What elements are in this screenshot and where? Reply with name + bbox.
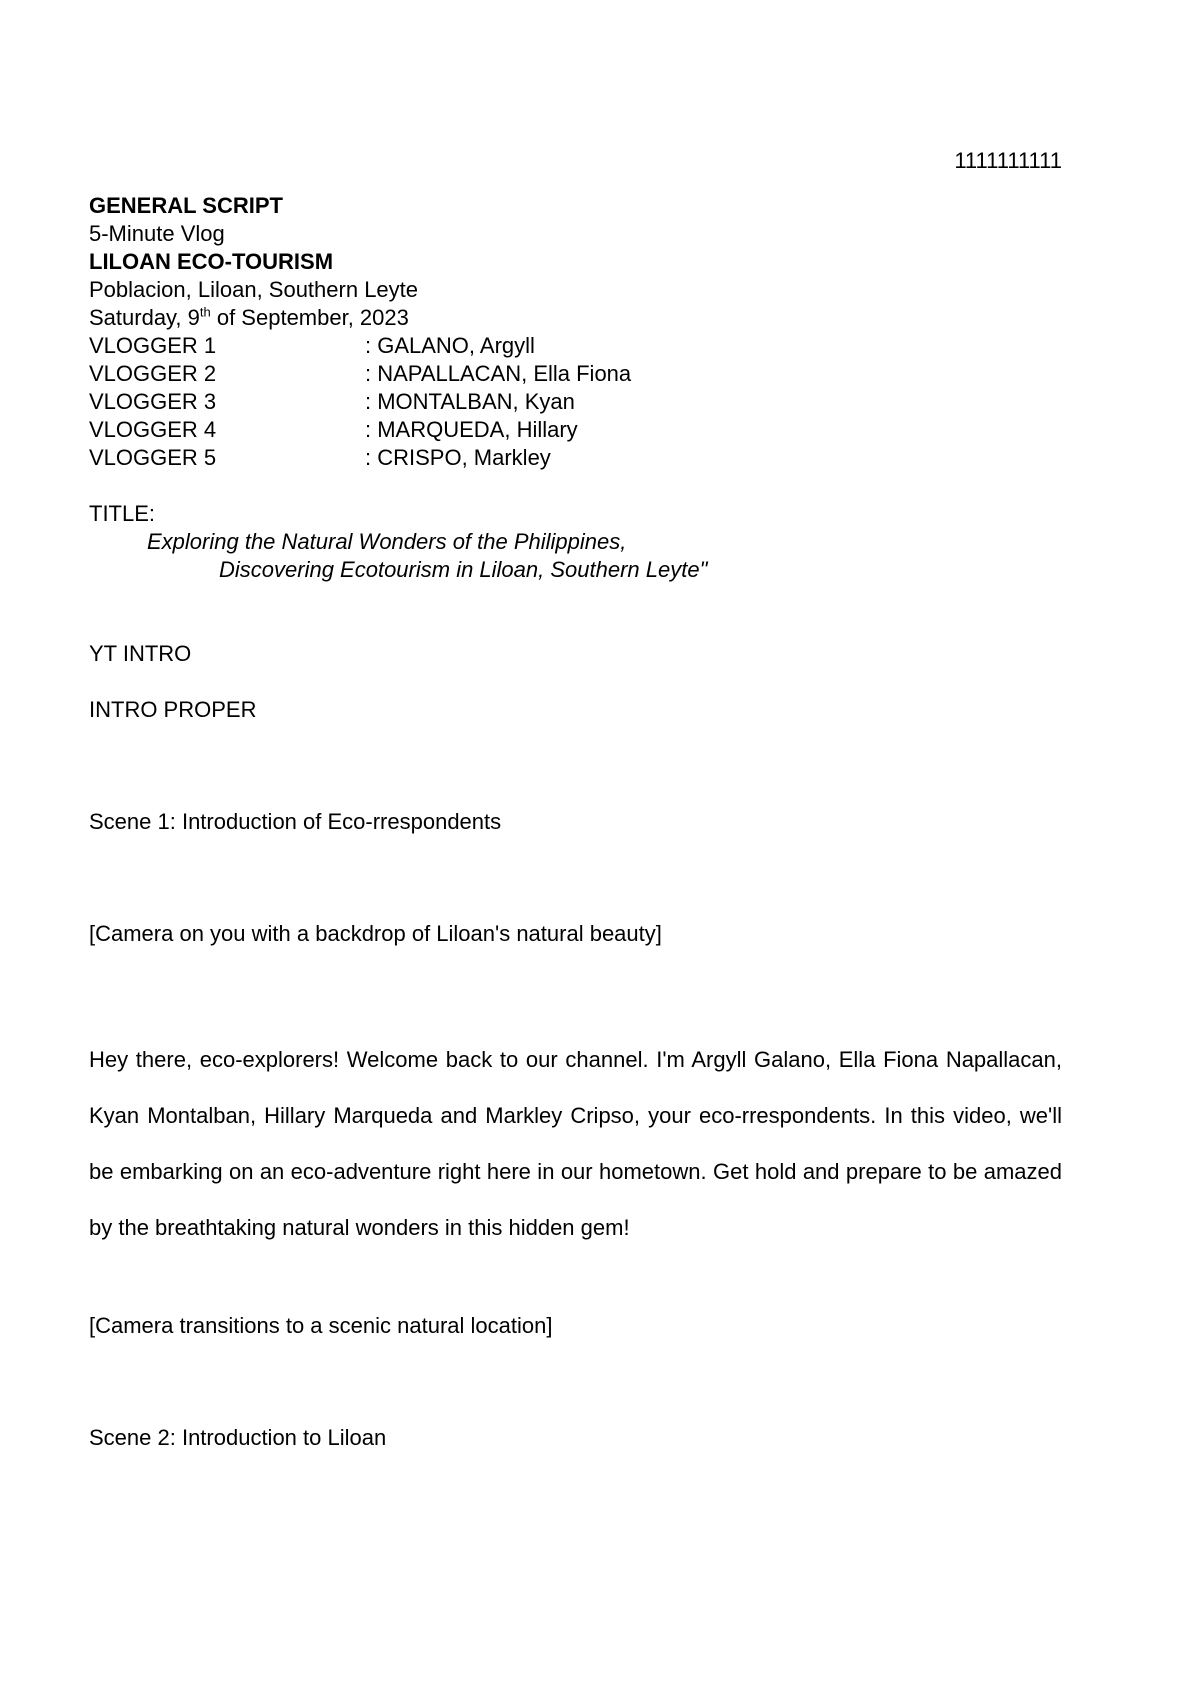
vlogger-role: VLOGGER 2	[89, 361, 217, 386]
vlog-format: 5-Minute Vlog	[89, 221, 225, 246]
page-number: 1111111111	[954, 148, 1062, 173]
vlogger-role: VLOGGER 1	[89, 333, 217, 358]
vlogger-name: : MARQUEDA, Hillary	[365, 417, 578, 442]
date-prefix: Saturday, 9	[89, 305, 200, 330]
shoot-date	[89, 304, 1062, 332]
script-content	[89, 192, 1062, 1452]
dialogue-paragraph: Hey there, eco-explorers! Welcome back to our channel. I'm Argyll Galano, Ella Fiona Napallacan, Kyan Montalban, Hillary Marqueda and Markley Cripso, your eco-rrespondents. In this video, we'll be embarking on an eco-adventure right here in our hometown. Get hold and prepare to be amazed by the breathtaking natural wonders in this hidden gem!	[89, 1047, 1062, 1240]
vlogger-name: : NAPALLACAN, Ella Fiona	[365, 361, 632, 386]
vlogger-list	[89, 332, 1062, 472]
project-name: LILOAN ECO-TOURISM	[89, 249, 334, 274]
vlogger-row	[89, 444, 1062, 472]
scene-1-heading: Scene 1: Introduction of Eco-rrespondents	[89, 809, 502, 834]
vlogger-name: : GALANO, Argyll	[365, 333, 535, 358]
vlogger-role: VLOGGER 5	[89, 445, 217, 470]
date-ordinal-suffix: th	[199, 304, 211, 320]
vlogger-row	[89, 360, 1062, 388]
vlogger-row	[89, 332, 1062, 360]
yt-intro-heading: YT INTRO	[89, 641, 192, 666]
title-label: TITLE:	[89, 501, 156, 526]
document-heading: GENERAL SCRIPT	[89, 193, 283, 218]
intro-proper-heading: INTRO PROPER	[89, 697, 257, 722]
vlogger-name: : MONTALBAN, Kyan	[365, 389, 575, 414]
date-rest: of September, 2023	[210, 305, 409, 330]
scene-2-heading: Scene 2: Introduction to Liloan	[89, 1425, 387, 1450]
vlogger-row	[89, 388, 1062, 416]
camera-direction-1: [Camera on you with a backdrop of Liloan's natural beauty]	[89, 921, 662, 946]
camera-direction-2: [Camera transitions to a scenic natural location]	[89, 1313, 553, 1338]
location: Poblacion, Liloan, Southern Leyte	[89, 277, 419, 302]
vlogger-row	[89, 416, 1062, 444]
vlogger-role: VLOGGER 3	[89, 389, 217, 414]
title-block	[89, 500, 1062, 584]
vlogger-name: : CRISPO, Markley	[365, 445, 551, 470]
vlogger-role: VLOGGER 4	[89, 417, 217, 442]
title-line-2: Discovering Ecotourism in Liloan, Southern Leyte"	[219, 557, 708, 582]
title-line-1: Exploring the Natural Wonders of the Philippines,	[147, 529, 627, 554]
